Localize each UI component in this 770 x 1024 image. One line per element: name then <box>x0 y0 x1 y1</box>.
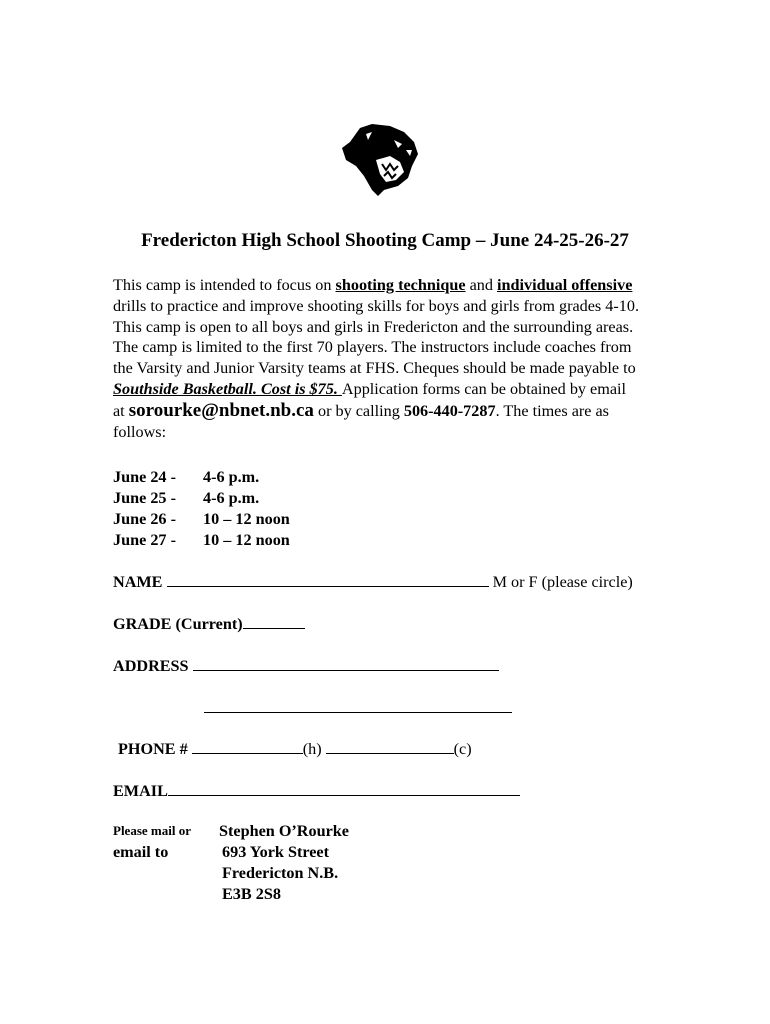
name-row <box>113 572 633 592</box>
phone-row <box>118 739 472 759</box>
schedule-row: June 25 - 4-6 p.m. <box>113 489 260 507</box>
sex-note: M or F (please circle) <box>488 573 633 591</box>
intro-paragraph <box>113 275 703 442</box>
intro-line-7: at sorourke@nbnet.nb.ca or by calling 506-440-7287. The times are as <box>113 399 609 421</box>
phone-label: PHONE # <box>118 740 188 758</box>
panther-head-logo <box>338 120 420 196</box>
panther-head-icon <box>338 120 420 196</box>
schedule-row: June 26 - 10 – 12 noon <box>113 510 290 528</box>
intro-line-2: drills to practice and improve shooting skills for boys and girls from grades 4-10. <box>113 296 639 315</box>
phone-cell-field[interactable] <box>326 739 454 754</box>
address-field-1[interactable] <box>193 656 499 671</box>
name-field[interactable] <box>167 572 489 587</box>
schedule-list <box>113 467 290 551</box>
grade-row <box>113 614 305 634</box>
address-line: Fredericton N.B. <box>222 864 339 882</box>
intro-line-5: the Varsity and Junior Varsity teams at FHS. Cheques should be made payable to <box>113 359 636 378</box>
email-label: EMAIL <box>113 782 168 800</box>
phone-cell-label: (c) <box>453 740 472 758</box>
name-label: NAME <box>113 573 163 591</box>
mailing-address <box>219 821 349 905</box>
address-line: Stephen O’Rourke <box>219 822 349 840</box>
shooting-technique-emphasis: shooting technique <box>335 276 466 294</box>
address-line: 693 York Street <box>222 843 329 861</box>
contact-phone: 506-440-7287 <box>403 401 496 420</box>
payable-cost-emphasis: Southside Basketball. Cost is $75. <box>113 379 342 398</box>
mail-label: Please mail or <box>113 823 191 838</box>
address-line: E3B 2S8 <box>222 885 281 903</box>
email-field[interactable] <box>168 781 520 796</box>
address-label: ADDRESS <box>113 657 189 675</box>
schedule-row: June 27 - 10 – 12 noon <box>113 531 290 549</box>
mail-label-2: email to <box>113 843 169 861</box>
phone-home-field[interactable] <box>192 739 303 754</box>
contact-email-link[interactable]: sorourke@nbnet.nb.ca <box>128 399 314 421</box>
address-row <box>113 656 499 676</box>
page-title: Fredericton High School Shooting Camp – June 24-25-26-27 <box>141 230 629 251</box>
intro-line-8: follows: <box>113 422 167 441</box>
intro-line-4: The camp is limited to the first 70 players. The instructors include coaches from <box>113 338 632 357</box>
individual-offensive-emphasis: individual offensive <box>497 276 633 294</box>
phone-home-label: (h) <box>302 740 322 758</box>
intro-line-3: This camp is open to all boys and girls in Fredericton and the surrounding areas. <box>113 317 634 336</box>
grade-label: GRADE (Current) <box>113 615 243 633</box>
intro-line-6: Southside Basketball. Cost is $75. Application forms can be obtained by email <box>113 379 627 398</box>
schedule-row: June 24 - 4-6 p.m. <box>113 468 260 486</box>
email-row <box>113 781 520 801</box>
intro-line-1: This camp is intended to focus on shooting technique and individual offensive <box>113 276 633 294</box>
address-field-2[interactable] <box>204 698 512 713</box>
grade-field[interactable] <box>243 614 305 629</box>
